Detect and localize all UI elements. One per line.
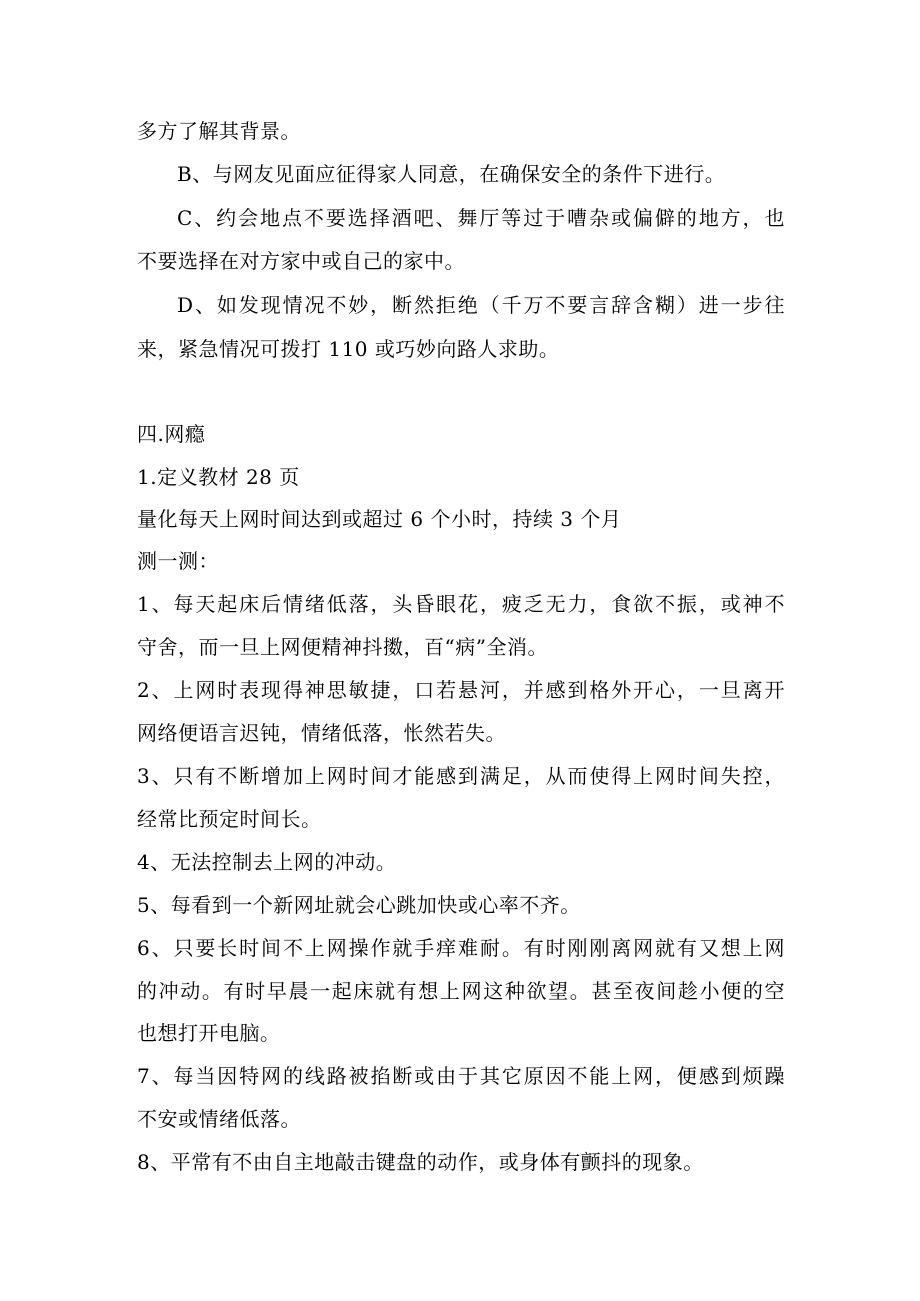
list-item-2-line-1: 2、上网时表现得神思敏捷，口若悬河，并感到格外开心，一旦离开 [137,678,785,702]
list-item-4: 4、无法控制去上网的冲动。 [137,850,397,874]
list-item-5: 5、每看到一个新网址就会心跳加快或心率不齐。 [137,893,581,917]
tip-c-line-2: 不要选择在对方家中或自己的家中。 [137,249,465,273]
list-item-3-line-2: 经常比预定时间长。 [137,807,322,831]
list-item-7-line-1: 7、每当因特网的线路被掐断或由于其它原因不能上网，便感到烦躁 [137,1064,785,1088]
quantification-line: 量化每天上网时间达到或超过 6 个小时，持续 3 个月 [137,507,622,531]
list-item-7-line-2: 不安或情绪低落。 [137,1107,301,1131]
list-item-6-line-3: 也想打开电脑。 [137,1021,281,1045]
list-item-3-line-1: 3、只有不断增加上网时间才能感到满足，从而使得上网时间失控， [137,764,785,788]
tip-d-line-1: D、如发现情况不妙，断然拒绝（千万不要言辞含糊）进一步往 [177,293,785,317]
list-item-6-line-2: 的冲动。有时早晨一起床就有想上网这种欲望。甚至夜间趁小便的空 [137,979,785,1003]
list-item-8: 8、平常有不由自主地敲击键盘的动作，或身体有颤抖的现象。 [137,1150,704,1174]
list-item-2-line-2: 网络便语言迟钝，情绪低落，怅然若失。 [137,721,506,745]
tip-d-line-2: 来，紧急情况可拨打 110 或巧妙向路人求助。 [137,337,560,361]
definition-line: 1.定义教材 28 页 [137,465,300,489]
tip-b: B、与网友见面应征得家人同意，在确保安全的条件下进行。 [177,162,726,186]
list-item-1-line-1: 1、每天起床后情绪低落，头昏眼花，疲乏无力，食欲不振，或神不 [137,592,785,616]
list-item-1-line-2: 守舍，而一旦上网便精神抖擞，百“病”全消。 [137,635,548,659]
section-heading: 四.网瘾 [137,422,206,446]
list-item-6-line-1: 6、只要长时间不上网操作就手痒难耐。有时刚刚离网就有又想上网 [137,936,785,960]
tip-c-line-1: C、约会地点不要选择酒吧、舞厅等过于嘈杂或偏僻的地方，也 [177,206,785,230]
test-heading: 测一测： [137,549,219,573]
paragraph-line: 多方了解其背景。 [137,119,301,143]
